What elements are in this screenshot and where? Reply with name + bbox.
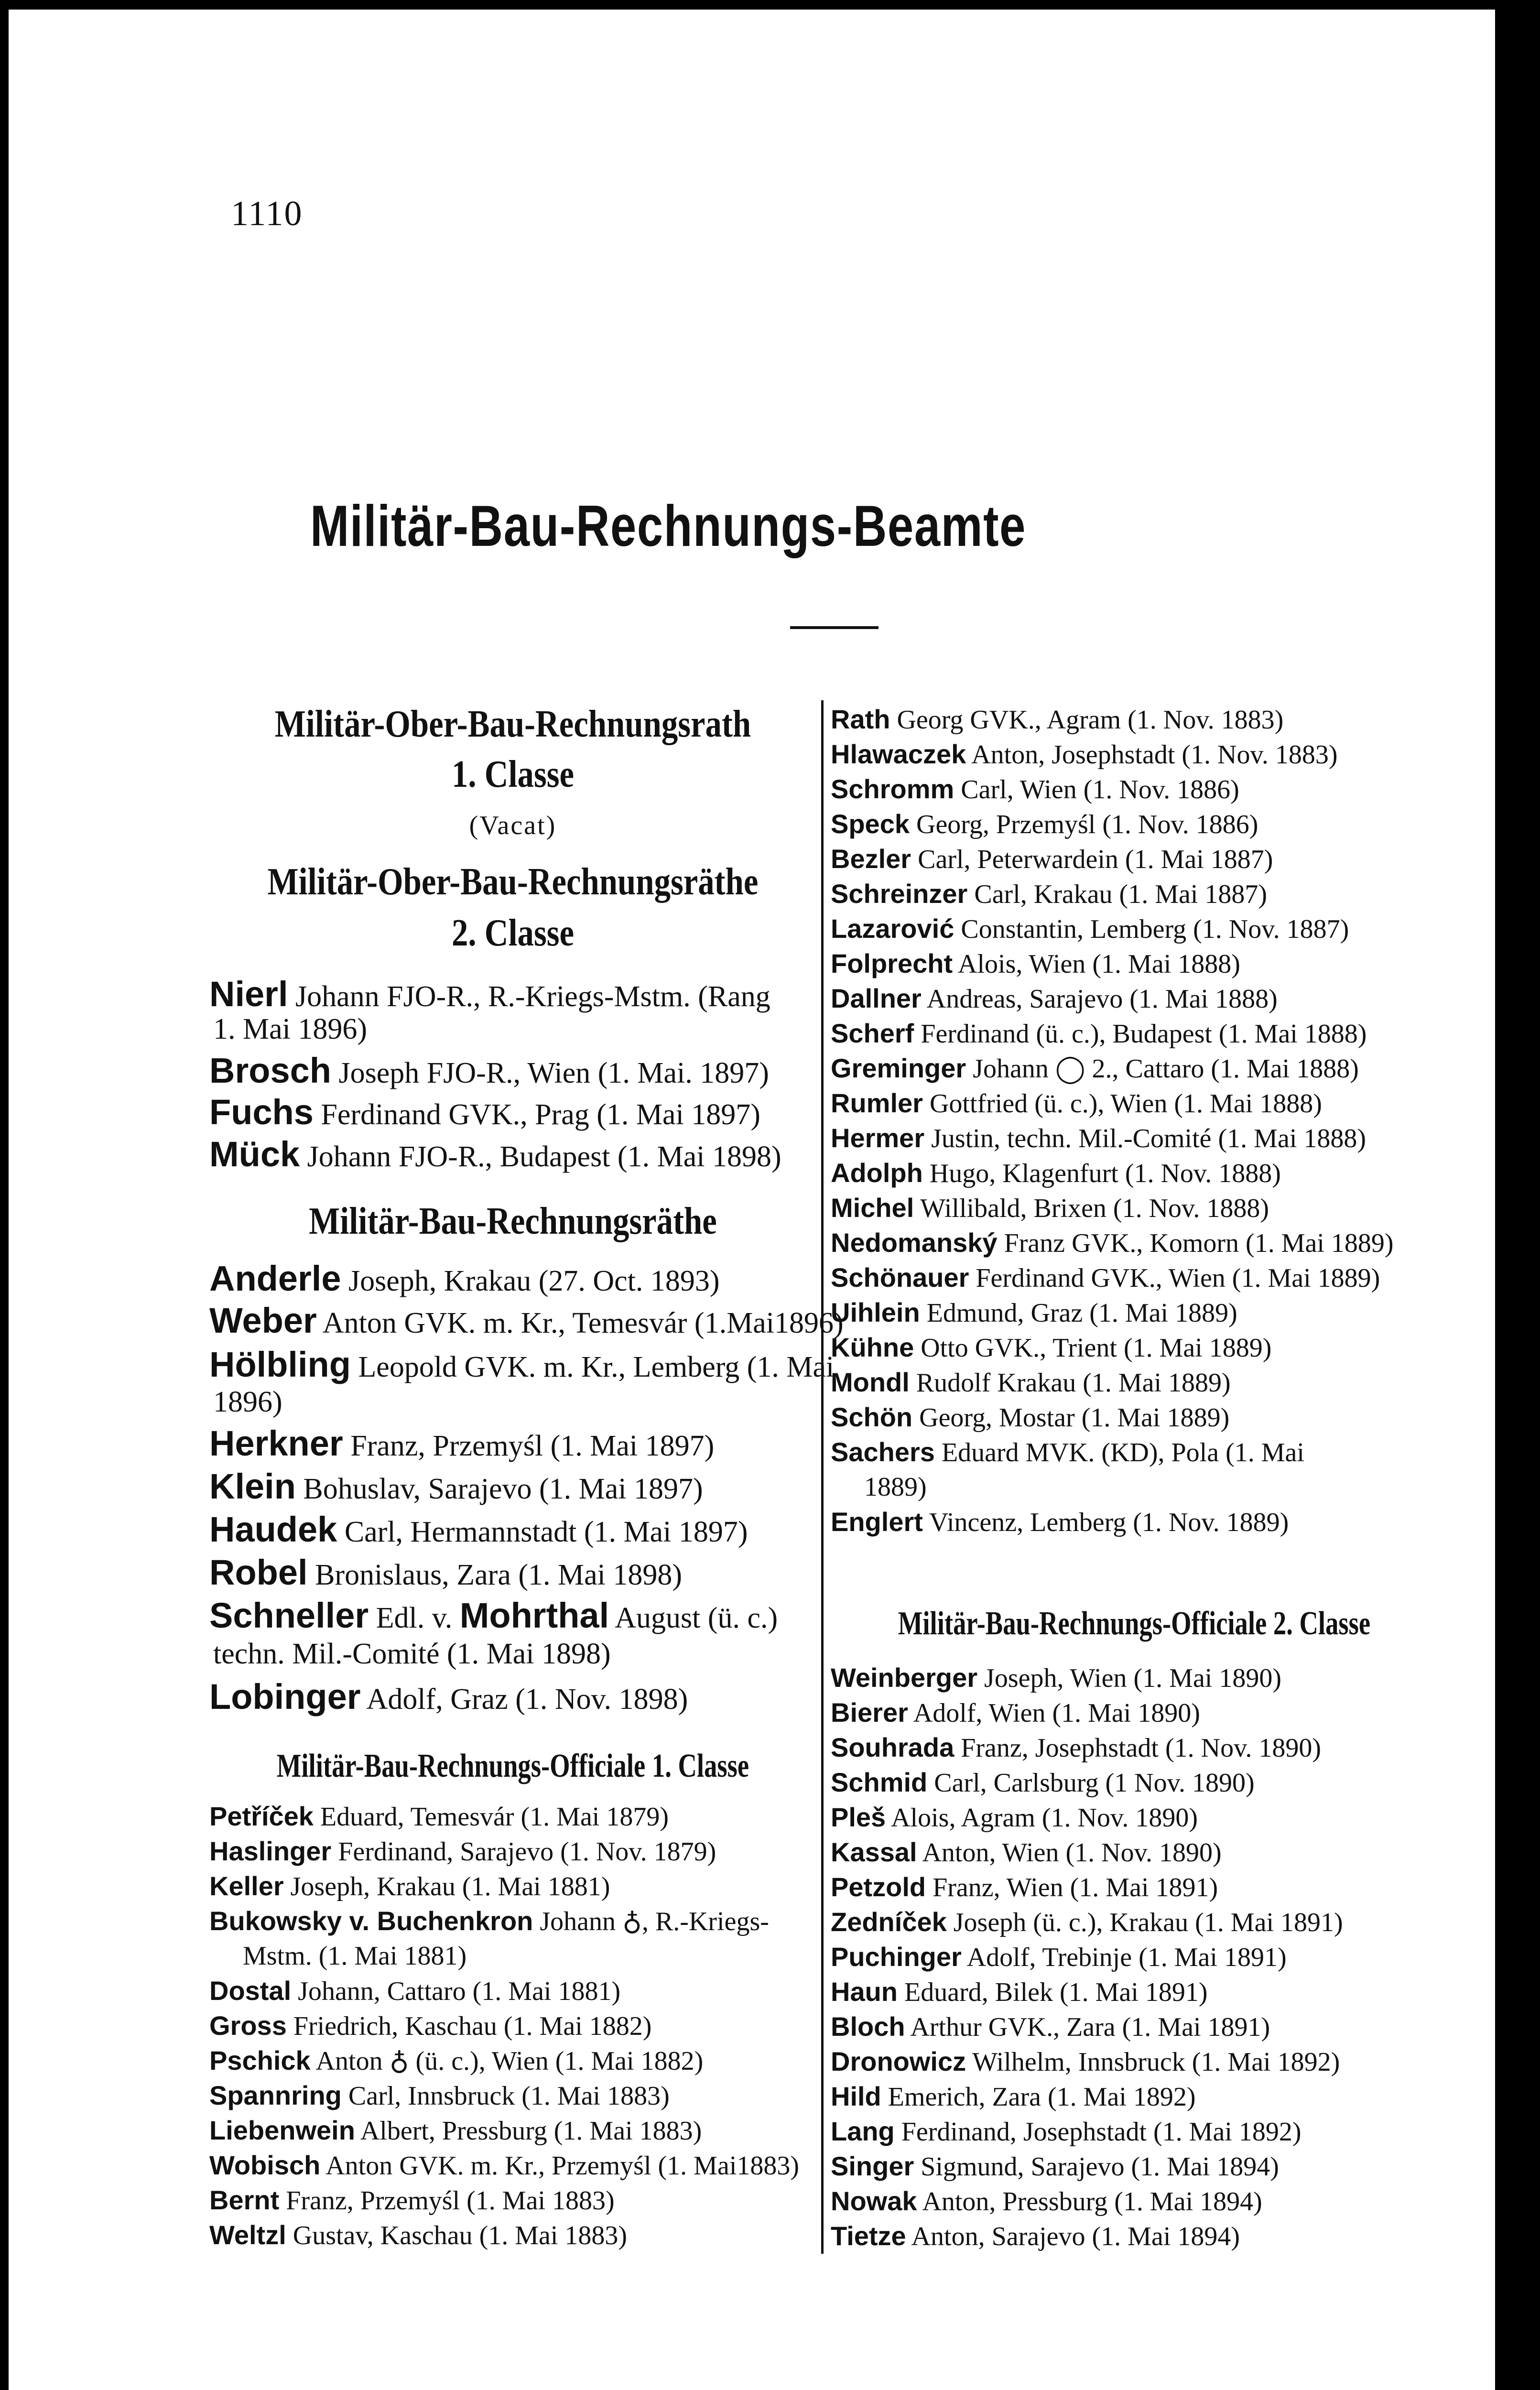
section-heading: Militär-Bau-Rechnungs-Officiale 2. Classe <box>898 1605 1371 1642</box>
entry-surname: Dostal <box>209 1976 292 2006</box>
list-item <box>209 2114 702 2148</box>
entry-surname: Uihlein <box>831 1297 920 1327</box>
list-item <box>831 772 1239 806</box>
list-item <box>831 842 1273 876</box>
list-item <box>209 1800 669 1834</box>
list-item <box>831 1017 1366 1051</box>
entry-details: Willibald, Brixen (1. Nov. 1888) <box>914 1194 1269 1223</box>
entry-details: Edmund, Graz (1. Mai 1889) <box>920 1298 1237 1328</box>
list-item <box>831 2010 1270 2044</box>
list-item <box>831 1766 1255 1800</box>
entry-surname: Folprecht <box>831 948 953 978</box>
entry-details: Constantin, Lemberg (1. Nov. 1887) <box>954 914 1349 944</box>
entry-surname: Haslinger <box>209 1836 332 1866</box>
entry-details: Alois, Wien (1. Mai 1888) <box>953 949 1240 979</box>
list-item <box>831 912 1349 946</box>
list-item <box>831 1940 1287 1974</box>
entry-details: Joseph FJO-R., Wien (1. Mai. 1897) <box>331 1057 769 1089</box>
entry-surname: Pleš <box>831 1802 886 1832</box>
entry-details: Eduard MVK. (KD), Pola (1. Mai <box>934 1438 1304 1467</box>
list-item <box>209 1345 835 1384</box>
entry-details: Joseph (ü. c.), Krakau (1. Mai 1891) <box>946 1908 1343 1937</box>
column-divider <box>821 700 824 2254</box>
entry-surname: Greminger <box>831 1053 966 1083</box>
entry-continuation: 1889) <box>864 1472 927 1502</box>
section-heading: Militär-Bau-Rechnungs-Officiale 1. Classe <box>276 1748 749 1784</box>
entry-continuation: Mstm. (1. Mai 1881) <box>243 1941 467 1971</box>
entry-surname: Bloch <box>831 2011 905 2042</box>
entry-details: Johann FJO-R., Budapest (1. Mai 1898) <box>300 1141 781 1173</box>
entry-surname: Speck <box>831 809 910 839</box>
entry-surname: Mück <box>209 1134 300 1174</box>
list-item <box>831 1435 1304 1469</box>
entry-details: Anton, Josephstadt (1. Nov. 1883) <box>966 740 1338 770</box>
list-item <box>209 1553 683 1592</box>
list-item <box>209 2184 615 2217</box>
entry-surname: Rumler <box>831 1088 923 1118</box>
list-item <box>831 2184 1262 2218</box>
list-item <box>209 2079 670 2113</box>
entry-surname: Keller <box>209 1871 284 1901</box>
entry-details: Joseph, Krakau (1. Mai 1881) <box>283 1872 610 1901</box>
entry-surname: Tietze <box>831 2221 906 2251</box>
list-item <box>209 1835 716 1869</box>
list-item <box>209 1510 748 1549</box>
entry-details: Bohuslav, Sarajevo (1. Mai 1897) <box>295 1473 703 1505</box>
list-item <box>831 1870 1218 1904</box>
entry-details: Johann ♁, R.-Kriegs- <box>533 1907 769 1936</box>
entry-details: Franz, Przemyśl (1. Mai 1883) <box>279 2186 615 2216</box>
entry-details: Hugo, Klagenfurt (1. Nov. 1888) <box>922 1159 1281 1188</box>
entry-details: Georg GVK., Agram (1. Nov. 1883) <box>890 705 1284 735</box>
list-item <box>831 1261 1380 1295</box>
entry-details: Edl. v. <box>369 1602 460 1634</box>
entry-surname: Herkner <box>209 1423 343 1463</box>
vacat-note: (Vacat) <box>469 811 557 840</box>
entry-details: Rudolf Krakau (1. Mai 1889) <box>909 1368 1231 1398</box>
entry-details: Ferdinand GVK., Prag (1. Mai 1897) <box>313 1098 760 1131</box>
entry-surname: Anderle <box>209 1259 341 1298</box>
entry-surname: Kassal <box>831 1837 917 1867</box>
entry-surname: Spannring <box>209 2080 342 2110</box>
entry-surname: Adolph <box>831 1158 923 1188</box>
entry-surname: Hild <box>831 2081 881 2111</box>
entry-surname: Singer <box>831 2151 914 2181</box>
section-heading: Militär-Ober-Bau-Rechnungsräthe <box>267 861 759 903</box>
entry-details: Vincenz, Lemberg (1. Nov. 1889) <box>922 1508 1289 1537</box>
entry-details: Alois, Agram (1. Nov. 1890) <box>886 1803 1198 1833</box>
list-item <box>831 1975 1208 2009</box>
list-item <box>209 1423 715 1463</box>
entry-details: Carl, Innsbruck (1. Mai 1883) <box>341 2081 670 2111</box>
entry-details: Adolf, Trebinje (1. Mai 1891) <box>961 1943 1287 1972</box>
entry-surname: Bukowsky v. Buchenkron <box>209 1906 533 1936</box>
list-item <box>831 738 1338 771</box>
entry-details: Eduard, Bilek (1. Mai 1891) <box>898 1977 1208 2007</box>
list-item <box>209 1467 703 1506</box>
page <box>9 10 1495 2390</box>
entry-details: Ferdinand, Josephstadt (1. Mai 1892) <box>894 2117 1301 2147</box>
list-item <box>209 2044 703 2078</box>
list-item <box>831 1505 1289 1539</box>
list-item <box>831 1121 1366 1155</box>
entry-surname: Souhrada <box>831 1732 954 1762</box>
list-item <box>831 807 1258 841</box>
page-number: 1110 <box>231 194 303 233</box>
entry-surname: Petzold <box>831 1872 926 1902</box>
list-item <box>209 2009 651 2043</box>
entry-continuation: techn. Mil.-Comité (1. Mai 1898) <box>213 1638 611 1670</box>
list-item <box>831 1696 1200 1730</box>
entry-surname: Lang <box>831 2116 895 2146</box>
entry-surname: Bierer <box>831 1697 908 1727</box>
entry-surname: Hermer <box>831 1123 925 1153</box>
entry-surname: Zedníček <box>831 1907 947 1937</box>
list-item <box>831 2080 1196 2114</box>
entry-surname: Sachers <box>831 1437 935 1467</box>
entry-details: Gottfried (ü. c.), Wien (1. Mai 1888) <box>922 1089 1322 1119</box>
entry-details: Anton, Pressburg (1. Mai 1894) <box>917 2187 1262 2216</box>
list-item <box>831 947 1240 981</box>
entry-continuation: 1896) <box>213 1386 282 1418</box>
entry-surname: Rath <box>831 704 890 734</box>
entry-surname: Schneller <box>209 1596 369 1635</box>
entry-surname: Michel <box>831 1193 914 1223</box>
list-item <box>831 2115 1301 2149</box>
entry-details: Franz, Josephstadt (1. Nov. 1890) <box>954 1733 1322 1763</box>
list-item <box>209 1869 610 1903</box>
entry-details: Arthur GVK., Zara (1. Mai 1891) <box>905 2012 1270 2042</box>
list-item <box>831 1226 1394 1260</box>
entry-details: Johann FJO-R., R.-Kriegs-Mstm. (Rang <box>288 980 770 1013</box>
entry-details: Carl, Krakau (1. Mai 1887) <box>967 880 1268 909</box>
list-item <box>831 1366 1231 1400</box>
entry-details: Joseph, Wien (1. Mai 1890) <box>977 1663 1282 1693</box>
entry-surname: Gross <box>209 2010 287 2041</box>
list-item <box>831 1331 1271 1365</box>
list-item <box>831 1731 1321 1765</box>
list-item <box>209 974 770 1014</box>
entry-surname: Scherf <box>831 1018 914 1048</box>
entry-surname: Weinberger <box>831 1662 978 1693</box>
entry-details: Carl, Carlsburg (1 Nov. 1890) <box>927 1768 1255 1798</box>
entry-details: Georg, Mostar (1. Mai 1889) <box>912 1403 1230 1433</box>
entry-details: Anton GVK. m. Kr., Przemyśl (1. Mai1883) <box>320 2151 800 2181</box>
entry-details: Carl, Hermannstadt (1. Mai 1897) <box>337 1516 748 1548</box>
entry-surname: Robel <box>209 1553 308 1592</box>
entry-surname: Fuchs <box>209 1092 314 1132</box>
entry-details: Franz GVK., Komorn (1. Mai 1889) <box>997 1228 1394 1258</box>
entry-surname: Wobisch <box>209 2150 321 2180</box>
entry-surname: Schön <box>831 1402 913 1432</box>
entry-details: Anton GVK. m. Kr., Temesvár (1.Mai1896) <box>316 1307 844 1339</box>
entry-details: Leopold GVK. m. Kr., Lemberg (1. Mai <box>350 1351 835 1383</box>
entry-surname: Puchinger <box>831 1942 962 1972</box>
entry-surname: Dronowicz <box>831 2046 966 2076</box>
list-item <box>831 982 1278 1016</box>
entry-details: Joseph, Krakau (27. Oct. 1893) <box>341 1265 720 1297</box>
list-item <box>209 1904 769 1938</box>
entry-surname: Schromm <box>831 774 954 804</box>
entry-details: Johann, Cattaro (1. Mai 1881) <box>291 1977 621 2006</box>
list-item <box>831 1296 1237 1330</box>
list-item <box>209 1051 769 1090</box>
list-item <box>209 1301 844 1340</box>
entry-details: Eduard, Temesvár (1. Mai 1879) <box>313 1802 669 1832</box>
entry-surname: Hölbling <box>209 1345 351 1384</box>
entry-details: Franz, Przemyśl (1. Mai 1897) <box>343 1430 715 1462</box>
entry-surname: Lobinger <box>209 1677 361 1716</box>
entry-details: Anton, Wien (1. Nov. 1890) <box>917 1838 1222 1868</box>
entry-surname: Brosch <box>209 1051 331 1090</box>
entry-surname: Petříček <box>209 1801 314 1831</box>
list-item <box>831 1156 1281 1190</box>
list-item <box>831 703 1283 737</box>
list-item <box>209 1596 778 1635</box>
entry-details: August (ü. c.) <box>609 1602 778 1634</box>
entry-details: Otto GVK., Trient (1. Mai 1889) <box>914 1333 1272 1363</box>
entry-surname: Kühne <box>831 1332 914 1362</box>
entry-surname: Schönauer <box>831 1262 969 1293</box>
entry-surname: Hlawaczek <box>831 739 966 769</box>
list-item <box>831 1401 1229 1434</box>
entry-surname: Weltzl <box>209 2220 286 2250</box>
entry-details: Bronislaus, Zara (1. Mai 1898) <box>307 1559 683 1591</box>
list-item <box>209 1134 781 1174</box>
entry-details: Albert, Pressburg (1. Mai 1883) <box>355 2116 702 2146</box>
list-item <box>209 1974 620 2008</box>
title-rule <box>790 626 878 629</box>
entry-surname: Mohrthal <box>459 1596 609 1635</box>
list-item <box>831 1191 1269 1225</box>
list-item <box>831 1086 1322 1120</box>
list-item <box>831 2219 1240 2253</box>
entry-details: Friedrich, Kaschau (1. Mai 1882) <box>286 2011 652 2041</box>
entry-surname: Liebenwein <box>209 2115 355 2145</box>
section-heading: 2. Classe <box>451 912 575 954</box>
entry-surname: Nedomanský <box>831 1228 998 1258</box>
entry-surname: Mondl <box>831 1367 910 1397</box>
entry-surname: Nierl <box>209 974 288 1014</box>
entry-details: Gustav, Kaschau (1. Mai 1883) <box>286 2221 628 2250</box>
list-item <box>209 1677 688 1716</box>
list-item <box>831 2045 1340 2079</box>
list-item <box>209 1092 760 1132</box>
entry-continuation: 1. Mai 1896) <box>213 1013 368 1045</box>
list-item <box>831 2150 1279 2184</box>
entry-details: Sigmund, Sarajevo (1. Mai 1894) <box>914 2152 1279 2182</box>
entry-details: Johann ◯ 2., Cattaro (1. Mai 1888) <box>966 1054 1359 1084</box>
list-item <box>831 1801 1198 1835</box>
list-item <box>831 877 1267 911</box>
entry-details: Adolf, Graz (1. Nov. 1898) <box>360 1683 688 1716</box>
entry-details: Emerich, Zara (1. Mai 1892) <box>881 2082 1196 2112</box>
entry-details: Andreas, Sarajevo (1. Mai 1888) <box>921 984 1278 1014</box>
section-heading: Militär-Ober-Bau-Rechnungsrath <box>274 703 751 745</box>
entry-details: Carl, Peterwardein (1. Mai 1887) <box>911 845 1273 874</box>
list-item <box>831 1905 1343 1939</box>
entry-surname: Nowak <box>831 2186 917 2216</box>
entry-surname: Lazarović <box>831 913 954 944</box>
entry-surname: Klein <box>209 1467 296 1506</box>
entry-details: Anton ♁ (ü. c.), Wien (1. Mai 1882) <box>310 2046 704 2076</box>
entry-surname: Bernt <box>209 2185 280 2215</box>
section-heading: Militär-Bau-Rechnungsräthe <box>309 1200 717 1242</box>
entry-surname: Englert <box>831 1507 923 1537</box>
entry-surname: Haudek <box>209 1510 337 1549</box>
entry-surname: Bezler <box>831 844 911 874</box>
list-item <box>831 1836 1222 1869</box>
entry-surname: Haun <box>831 1977 898 2007</box>
entry-surname: Weber <box>209 1301 317 1340</box>
entry-details: Justin, techn. Mil.-Comité (1. Mai 1888) <box>924 1124 1366 1153</box>
list-item <box>831 1661 1281 1695</box>
list-item <box>209 2149 799 2183</box>
entry-details: Franz, Wien (1. Mai 1891) <box>926 1873 1218 1902</box>
entry-details: Ferdinand, Sarajevo (1. Nov. 1879) <box>331 1837 716 1867</box>
list-item <box>209 1259 720 1298</box>
entry-details: Wilhelm, Innsbruck (1. Mai 1892) <box>966 2047 1340 2077</box>
entry-details: Anton, Sarajevo (1. Mai 1894) <box>906 2222 1240 2251</box>
entry-details: Ferdinand GVK., Wien (1. Mai 1889) <box>969 1263 1380 1293</box>
entry-surname: Dallner <box>831 983 922 1013</box>
entry-surname: Schreinzer <box>831 879 968 909</box>
entry-details: Adolf, Wien (1. Mai 1890) <box>908 1698 1200 1728</box>
page-title: Militär-Bau-Rechnungs-Beamte <box>310 493 1027 558</box>
entry-details: Ferdinand (ü. c.), Budapest (1. Mai 1888) <box>914 1019 1367 1049</box>
list-item <box>209 2218 627 2252</box>
entry-surname: Schmid <box>831 1767 928 1797</box>
list-item <box>831 1052 1359 1086</box>
entry-surname: Pschick <box>209 2045 311 2075</box>
entry-details: Georg, Przemyśl (1. Nov. 1886) <box>910 810 1258 839</box>
entry-details: Carl, Wien (1. Nov. 1886) <box>954 775 1239 804</box>
section-heading: 1. Classe <box>451 753 575 795</box>
